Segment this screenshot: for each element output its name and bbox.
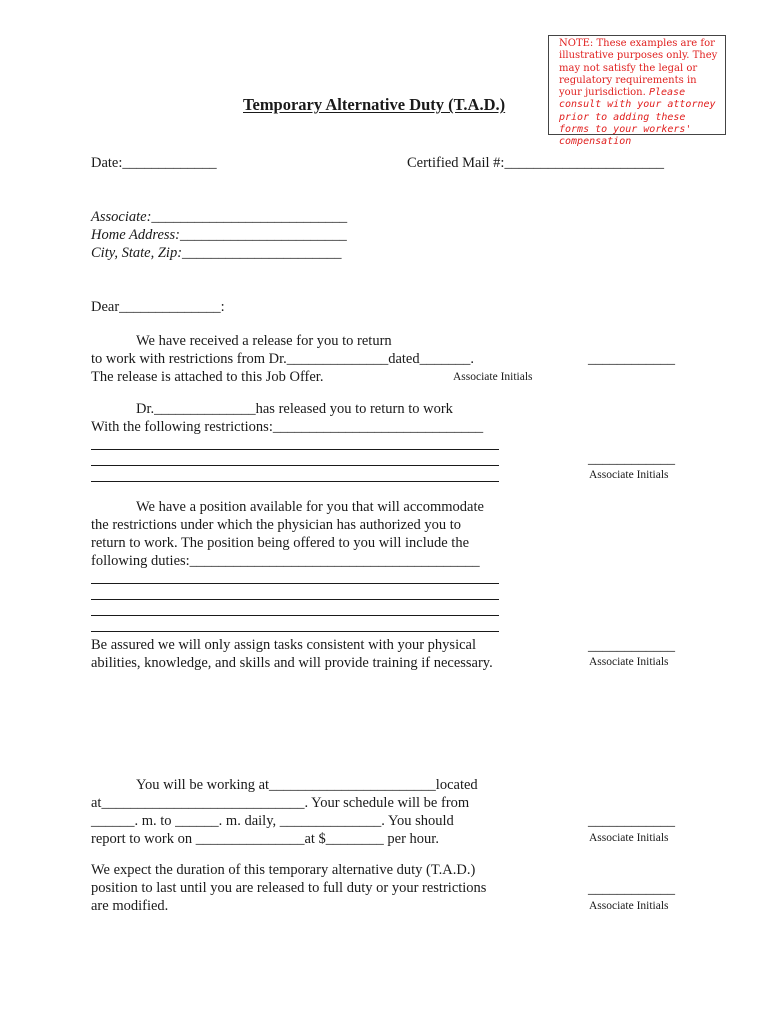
duties-line-4[interactable] bbox=[91, 631, 499, 632]
disclaimer-note-text: NOTE: These examples are for illustrative purposes only. They may not satisfy the legal or regulatory requirements in your jurisdiction. bbox=[559, 38, 718, 99]
p1-initials-label: Associate Initials bbox=[453, 371, 533, 383]
p5-initials-field[interactable]: ____________ bbox=[588, 813, 675, 829]
p4-line-1: Be assured we will only assign tasks consistent with your physical bbox=[91, 637, 477, 653]
salutation-field[interactable]: Dear______________: bbox=[91, 299, 225, 315]
duties-line-3[interactable] bbox=[91, 615, 499, 616]
page-title: Temporary Alternative Duty (T.A.D.) bbox=[243, 95, 506, 114]
p5-line-4[interactable]: report to work on _______________at $________ per hour. bbox=[91, 831, 439, 847]
p4-line-2: abilities, knowledge, and skills and will provide training if necessary. bbox=[91, 655, 493, 671]
p6-line-3: are modified. bbox=[91, 898, 169, 914]
home-address-field[interactable]: Home Address:_______________________ bbox=[91, 227, 347, 243]
duties-line-2[interactable] bbox=[91, 599, 499, 600]
p1-initials-field[interactable]: ____________ bbox=[588, 351, 675, 367]
associate-field[interactable]: Associate:___________________________ bbox=[91, 209, 348, 225]
p2-initials-field[interactable]: ____________ bbox=[588, 451, 675, 467]
p2-initials-label: Associate Initials bbox=[589, 469, 669, 481]
p2-line-2[interactable]: With the following restrictions:_____________________________ bbox=[91, 419, 484, 435]
p1-line-2[interactable]: to work with restrictions from Dr.______________dated_______. bbox=[91, 351, 474, 367]
p5-initials-label: Associate Initials bbox=[589, 832, 669, 844]
p5-line-3[interactable]: ______. m. to ______. m. daily, ______________. You should bbox=[91, 813, 454, 829]
date-field[interactable]: Date:_____________ bbox=[91, 155, 217, 171]
p3-line-2: the restrictions under which the physician has authorized you to bbox=[91, 517, 462, 533]
p3-line-3: return to work. The position being offered to you will include the bbox=[91, 535, 469, 551]
p1-line-3: The release is attached to this Job Offer. bbox=[91, 369, 324, 385]
p3-line-1: We have a position available for you that will accommodate bbox=[136, 499, 484, 515]
certified-mail-field[interactable]: Certified Mail #:______________________ bbox=[407, 155, 664, 171]
p5-line-2[interactable]: at____________________________. Your schedule will be from bbox=[91, 795, 470, 811]
p5-line-1[interactable]: You will be working at_______________________located bbox=[136, 777, 478, 793]
p2-line-1[interactable]: Dr.______________has released you to return to work bbox=[136, 401, 453, 417]
restrictions-line-3[interactable] bbox=[91, 481, 499, 482]
p6-initials-field[interactable]: ____________ bbox=[588, 881, 675, 897]
p4-initials-label: Associate Initials bbox=[589, 656, 669, 668]
p6-initials-label: Associate Initials bbox=[589, 900, 669, 912]
duties-line-1[interactable] bbox=[91, 583, 499, 584]
disclaimer-note-italic: Please consult with your attorney prior to adding these forms to your workers' compensation bbox=[559, 87, 716, 148]
disclaimer-note bbox=[548, 35, 726, 148]
restrictions-line-1[interactable] bbox=[91, 449, 499, 450]
p4-initials-field[interactable]: ____________ bbox=[588, 638, 675, 654]
city-state-zip-field[interactable]: City, State, Zip:______________________ bbox=[91, 245, 342, 261]
p6-line-2: position to last until you are released to full duty or your restrictions bbox=[91, 880, 487, 896]
p3-line-4[interactable]: following duties:________________________________________ bbox=[91, 553, 480, 569]
restrictions-line-2[interactable] bbox=[91, 465, 499, 466]
p6-line-1: We expect the duration of this temporary alternative duty (T.A.D.) bbox=[91, 862, 476, 878]
p1-line-1: We have received a release for you to return bbox=[136, 333, 392, 349]
